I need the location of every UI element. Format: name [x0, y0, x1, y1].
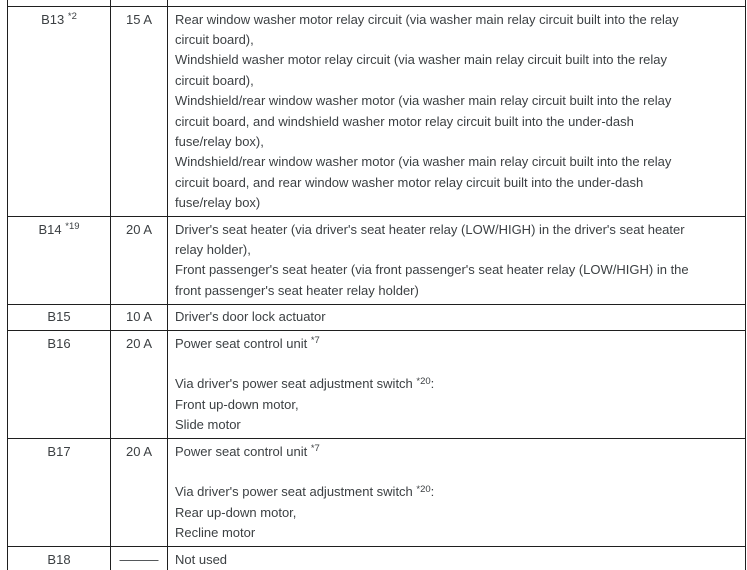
circuit-line: relay holder),: [175, 241, 251, 257]
circuit-description-cell: [168, 331, 746, 439]
circuit-line: front passenger's seat heater relay holder): [175, 282, 419, 298]
fuse-id: B15: [47, 309, 71, 325]
circuit-description-cell: [168, 217, 746, 305]
fuse-id-cell: [8, 304, 111, 330]
circuit-line: circuit board, and rear window washer motor relay circuit built into the under-dash: [175, 174, 644, 190]
circuit-line: Driver's seat heater (via driver's seat heater relay (LOW/HIGH) in the driver's seat heater: [175, 221, 685, 237]
circuit-description-cell: [168, 7, 746, 217]
table-row: [8, 439, 746, 547]
footnote-marker: *7: [310, 443, 320, 455]
circuit-description-cell: [168, 304, 746, 330]
circuit-line: circuit board, and windshield washer motor relay circuit built into the under-dash: [175, 113, 634, 129]
circuit-line: circuit board),: [175, 72, 254, 88]
table-row: [8, 331, 746, 439]
fuse-id-cell: [8, 217, 111, 305]
fuse-table-body: [8, 0, 746, 570]
circuit-line: Front up-down motor,: [175, 396, 299, 412]
circuit-line: Power seat control unit $^{*7}$: [175, 443, 320, 459]
circuit-line: circuit board),: [175, 31, 254, 47]
footnote-marker: *2: [67, 11, 77, 22]
circuit-line: Driver's door lock actuator: [175, 309, 326, 325]
circuit-line: Via driver's power seat adjustment switch $^{*20}$:: [175, 483, 435, 500]
circuit-description-cell: [168, 439, 746, 547]
footnote-marker: *20: [416, 483, 431, 495]
amperage-cell: 20 A: [111, 217, 168, 305]
table-row: [8, 304, 746, 330]
amperage-cell: 10 A: [111, 304, 168, 330]
fuse-id: B18: [47, 551, 71, 567]
circuit-description-cell: [168, 547, 746, 570]
table-row: [8, 7, 746, 217]
footnote-marker: *20: [416, 375, 431, 387]
amperage-cell: 15 A: [111, 7, 168, 217]
circuit-line: Windshield/rear window washer motor (via washer main relay circuit built into the relay: [175, 154, 672, 170]
fuse-id-cell: [8, 547, 111, 570]
fuse-id: B16: [47, 335, 71, 351]
footnote-marker: *7: [310, 335, 320, 347]
circuit-line: Power seat control unit $^{*7}$: [175, 335, 320, 351]
circuit-line: Windshield washer motor relay circuit (via washer main relay circuit built into the relay: [175, 52, 668, 68]
fuse-id: B14: [38, 221, 62, 237]
table-row: [8, 547, 746, 570]
circuit-line: fuse/relay box),: [175, 133, 264, 149]
circuit-line: [175, 354, 739, 374]
circuit-line: Via driver's power seat adjustment switch $^{*20}$:: [175, 375, 435, 392]
fuse-table: [7, 0, 746, 570]
amperage-cell: ———: [111, 547, 168, 570]
fuse-id-cell: [8, 439, 111, 547]
fuse-id-cell: [8, 331, 111, 439]
footnote-marker: *19: [65, 221, 80, 233]
fuse-id: B17: [47, 443, 71, 459]
circuit-line: Recline motor: [175, 525, 256, 541]
circuit-line: [175, 462, 739, 482]
circuit-line: Not used: [175, 551, 228, 567]
circuit-line: Windshield/rear window washer motor (via washer main relay circuit built into the relay: [175, 93, 672, 109]
circuit-line: Slide motor: [175, 417, 241, 433]
table-row: [8, 217, 746, 305]
fuse-id: B13: [41, 11, 65, 27]
circuit-line: Rear up-down motor,: [175, 504, 297, 520]
circuit-line: fuse/relay box): [175, 195, 261, 211]
fuse-id-cell: [8, 7, 111, 217]
circuit-line: Front passenger's seat heater (via front passenger's seat heater relay (LOW/HIGH) in the: [175, 262, 689, 278]
circuit-line: Rear window washer motor relay circuit (via washer main relay circuit built into the relay: [175, 11, 679, 27]
amperage-cell: 20 A: [111, 439, 168, 547]
amperage-cell: 20 A: [111, 331, 168, 439]
